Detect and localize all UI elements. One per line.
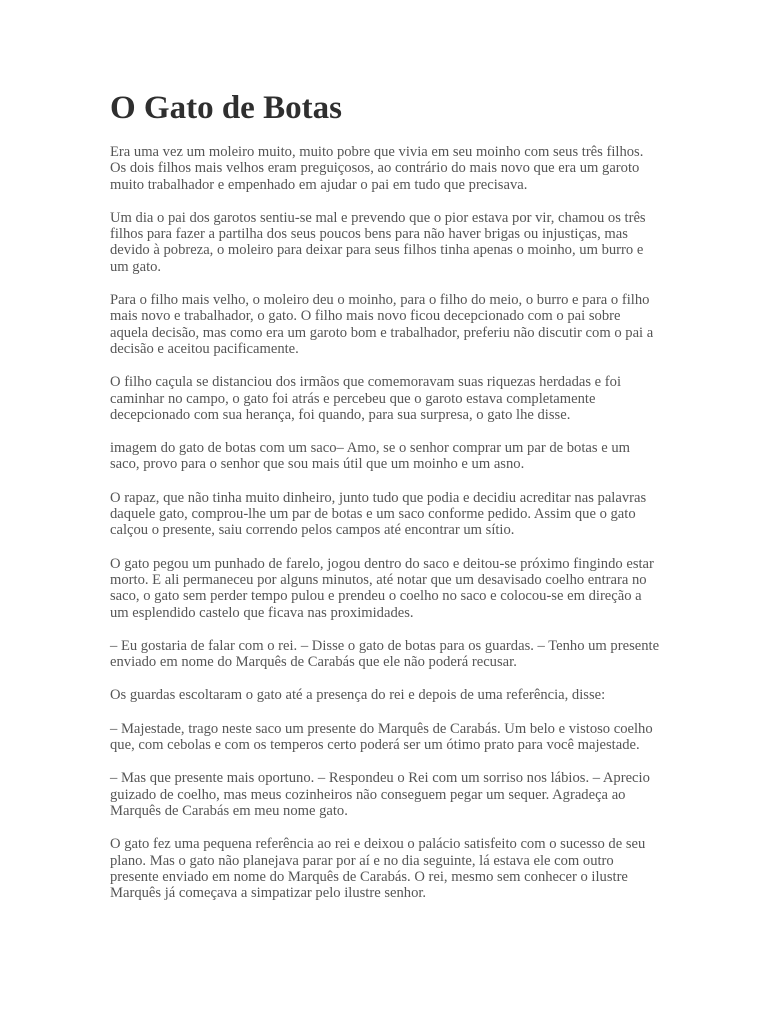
paragraph: Os guardas escoltaram o gato até a presença do rei e depois de uma referência, disse: — [110, 687, 606, 704]
paragraph: Era uma vez um moleiro muito, muito pobre que vivia em seu moinho com seus três filhos. Os dois filhos mais velhos eram preguiçosos, ao contrário do mais novo que era um garoto muito trabalhador e empenhado em ajudar o pai em tudo que precisava. — [110, 144, 644, 193]
paragraph: – Eu gostaria de falar com o rei. – Disse o gato de botas para os guardas. – Tenho um presente enviado em nome do Marquês de Carabás que ele não poderá recusar. — [110, 637, 660, 671]
paragraph: – Majestade, trago neste saco um presente do Marquês de Carabás. Um belo e vistoso coelho que, com cebolas e com os temperos certo poderá ser um ótimo prato para você majestade. — [110, 720, 653, 754]
paragraph: O rapaz, que não tinha muito dinheiro, junto tudo que podia e decidiu acreditar nas palavras daquele gato, comprou-lhe um par de botas e um saco conforme pedido. Assim que o gato calçou o presente, saiu correndo pelos campos até encontrar um sítio. — [110, 489, 647, 539]
paragraph: O filho caçula se distanciou dos irmãos que comemoravam suas riquezas herdadas e foi caminhar no campo, o gato foi atrás e percebeu que o garoto estava completamente decepcionado com sua herança, foi quando, para sua surpresa, o gato lhe disse. — [110, 374, 622, 423]
paragraph: O gato pegou um punhado de farelo, jogou dentro do saco e deitou-se próximo fingindo estar morto. E ali permaneceu por alguns minutos, até notar que um desavisado coelho entrara no saco, o gato sem perder tempo pulou e prendeu o coelho no saco e colocou-se em direção a um esplendido castelo que ficava nas proximidades. — [110, 555, 654, 621]
paragraph: Para o filho mais velho, o moleiro deu o moinho, para o filho do meio, o burro e para o filho mais novo e trabalhador, o gato. O filho mais novo ficou decepcionado com o pai sobre aquela decisão, mas como era um garoto bom e trabalhador, preferiu não discutir com o pai a decisão e aceitou pacificamente. — [110, 292, 654, 357]
page-title: O Gato de Botas — [110, 90, 342, 126]
paragraph: Um dia o pai dos garotos sentiu-se mal e prevendo que o pior estava por vir, chamou os três filhos para fazer a partilha dos seus poucos bens para não haver brigas ou injustiças, mas devido à pobreza, o moleiro para deixar para seus filhos tinha apenas o moinho, um burro e um gato. — [110, 209, 646, 275]
paragraph: imagem do gato de botas com um saco– Amo, se o senhor comprar um par de botas e um saco, provo para o senhor que sou mais útil que um moinho e um asno. — [110, 440, 630, 473]
paragraph: – Mas que presente mais oportuno. – Respondeu o Rei com um sorriso nos lábios. – Aprecio guizado de coelho, mas meus cozinheiros não conseguem pegar um sequer. Agradeça ao Marquês de Carabás em meu nome gato. — [110, 770, 650, 819]
document-body — [110, 88, 662, 918]
paragraph: O gato fez uma pequena referência ao rei e deixou o palácio satisfeito com o sucesso de seu plano. Mas o gato não planejava parar por aí e no dia seguinte, lá estava ele com outro presente enviado em nome do Marquês de Carabás. O rei, mesmo sem conhecer o ilustre Marquês já começava a simpatizar pelo ilustre senhor. — [110, 836, 646, 902]
